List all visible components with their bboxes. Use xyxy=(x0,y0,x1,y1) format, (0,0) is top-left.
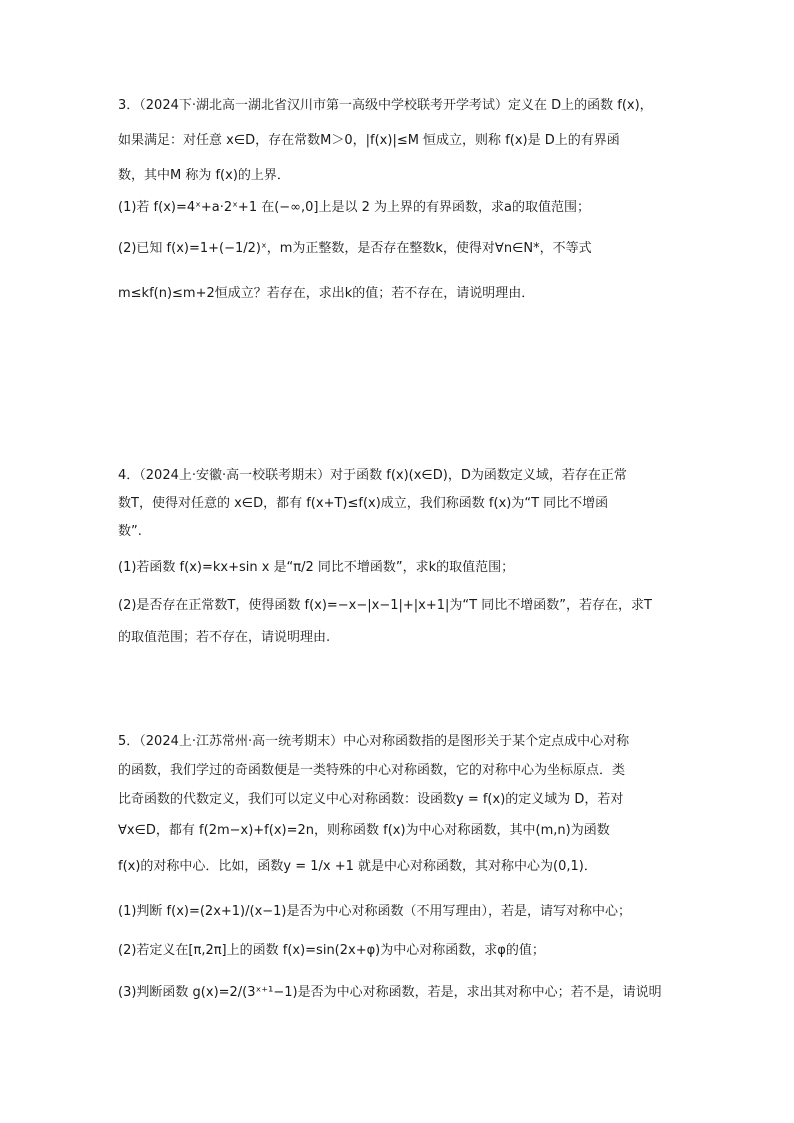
problem-3-part-2: (2)已知 f(x)=1+(−1/2)ˣ，m为正整数，是否存在整数k，使得对∀n∈N*，不等式 xyxy=(118,241,592,256)
problem-5-line-3: 比奇函数的代数定义，我们可以定义中心对称函数：设函数y = f(x)的定义域为 D，若对 xyxy=(118,792,624,807)
problem-4-line-2: 数T，使得对任意的 x∈D，都有 f(x+T)≤f(x)成立，我们称函数 f(x)为“T 同比不增函 xyxy=(118,496,609,511)
problem-5-part-2: (2)若定义在[π,2π]上的函数 f(x)=sin(2x+φ)为中心对称函数，求φ的值； xyxy=(118,943,545,958)
problem-3-line-1: 3．（2024下·湖北高一湖北省汉川市第一高级中学校联考开学考试）定义在 D上的函数 f(x)， xyxy=(118,98,653,113)
problem-5-line-5: f(x)的对称中心．比如，函数y = 1/x +1 就是中心对称函数，其对称中心为(0,1)． xyxy=(118,859,597,874)
problem-3-part-1: (1)若 f(x)=4ˣ+a·2ˣ+1 在(−∞,0]上是以 2 为上界的有界函数，求a的取值范围； xyxy=(118,200,590,215)
problem-3-part-2-cont: m≤kf(n)≤m+2恒成立？若存在，求出k的值；若不存在，请说明理由． xyxy=(118,286,535,301)
problem-4-part-2-cont: 的取值范围；若不存在，请说明理由. xyxy=(118,630,331,645)
problem-4-part-2: (2)是否存在正常数T，使得函数 f(x)=−x−|x−1|+|x+1|为“T 同比不增函数”，若存在，求T xyxy=(118,598,652,613)
problem-3-line-2: 如果满足：对任意 x∈D，存在常数M＞0，|f(x)|≤M 恒成立，则称 f(x)是 D上的有界函 xyxy=(118,133,620,148)
problem-4-line-1: 4．（2024上·安徽·高一校联考期末）对于函数 f(x)(x∈D)，D为函数定义域，若存在正常 xyxy=(118,468,627,483)
problem-3-line-3: 数，其中M 称为 f(x)的上界． xyxy=(118,168,290,183)
problem-4-part-1: (1)若函数 f(x)=kx+sin x 是“π/2 同比不增函数”，求k的取值范围； xyxy=(118,560,515,575)
problem-5-line-2: 的函数，我们学过的奇函数便是一类特殊的中心对称函数，它的对称中心为坐标原点．类 xyxy=(118,763,626,778)
problem-5-part-3: (3)判断函数 g(x)=2/(3ˣ⁺¹−1)是否为中心对称函数，若是，求出其对称中心；若不是，请说明 xyxy=(118,985,662,1000)
problem-5-line-4: ∀x∈D，都有 f(2m−x)+f(x)=2n，则称函数 f(x)为中心对称函数，其中(m,n)为函数 xyxy=(118,823,610,838)
problem-5-line-1: 5．（2024上·江苏常州·高一统考期末）中心对称函数指的是图形关于某个定点成中心对称 xyxy=(118,734,630,749)
problem-5-part-1: (1)判断 f(x)=(2x+1)/(x−1)是否为中心对称函数（不用写理由），若是，请写对称中心； xyxy=(118,904,632,919)
problem-4-line-3: 数”. xyxy=(118,524,142,539)
